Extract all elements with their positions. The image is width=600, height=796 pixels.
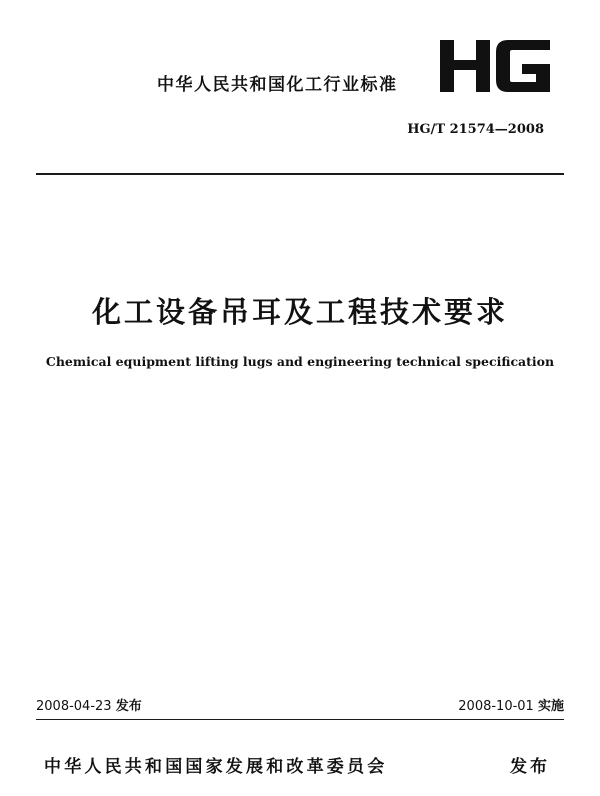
logo-text: HG bbox=[438, 38, 440, 39]
issue-date bbox=[36, 695, 142, 714]
standard-category: 中华人民共和国化工行业标准 bbox=[157, 75, 398, 95]
main-title: 化工设备吊耳及工程技术要求 bbox=[91, 295, 508, 329]
implement-date-value: 2008-10-01 bbox=[458, 699, 534, 714]
implement-date bbox=[458, 695, 564, 714]
issuer: 中华人民共和国国家发展和改革委员会 bbox=[44, 757, 388, 777]
bottom-divider bbox=[36, 719, 564, 720]
top-divider bbox=[36, 173, 564, 175]
implement-label: 实施 bbox=[537, 699, 564, 714]
hg-logo bbox=[438, 38, 554, 94]
issue-label: 发布 bbox=[115, 699, 142, 714]
issue-date-value: 2008-04-23 bbox=[36, 699, 112, 714]
issuer-action: 发布 bbox=[510, 757, 550, 777]
english-title: Chemical equipment lifting lugs and engineering technical specification bbox=[45, 354, 555, 369]
standard-number: HG/T 21574—2008 bbox=[407, 122, 544, 137]
